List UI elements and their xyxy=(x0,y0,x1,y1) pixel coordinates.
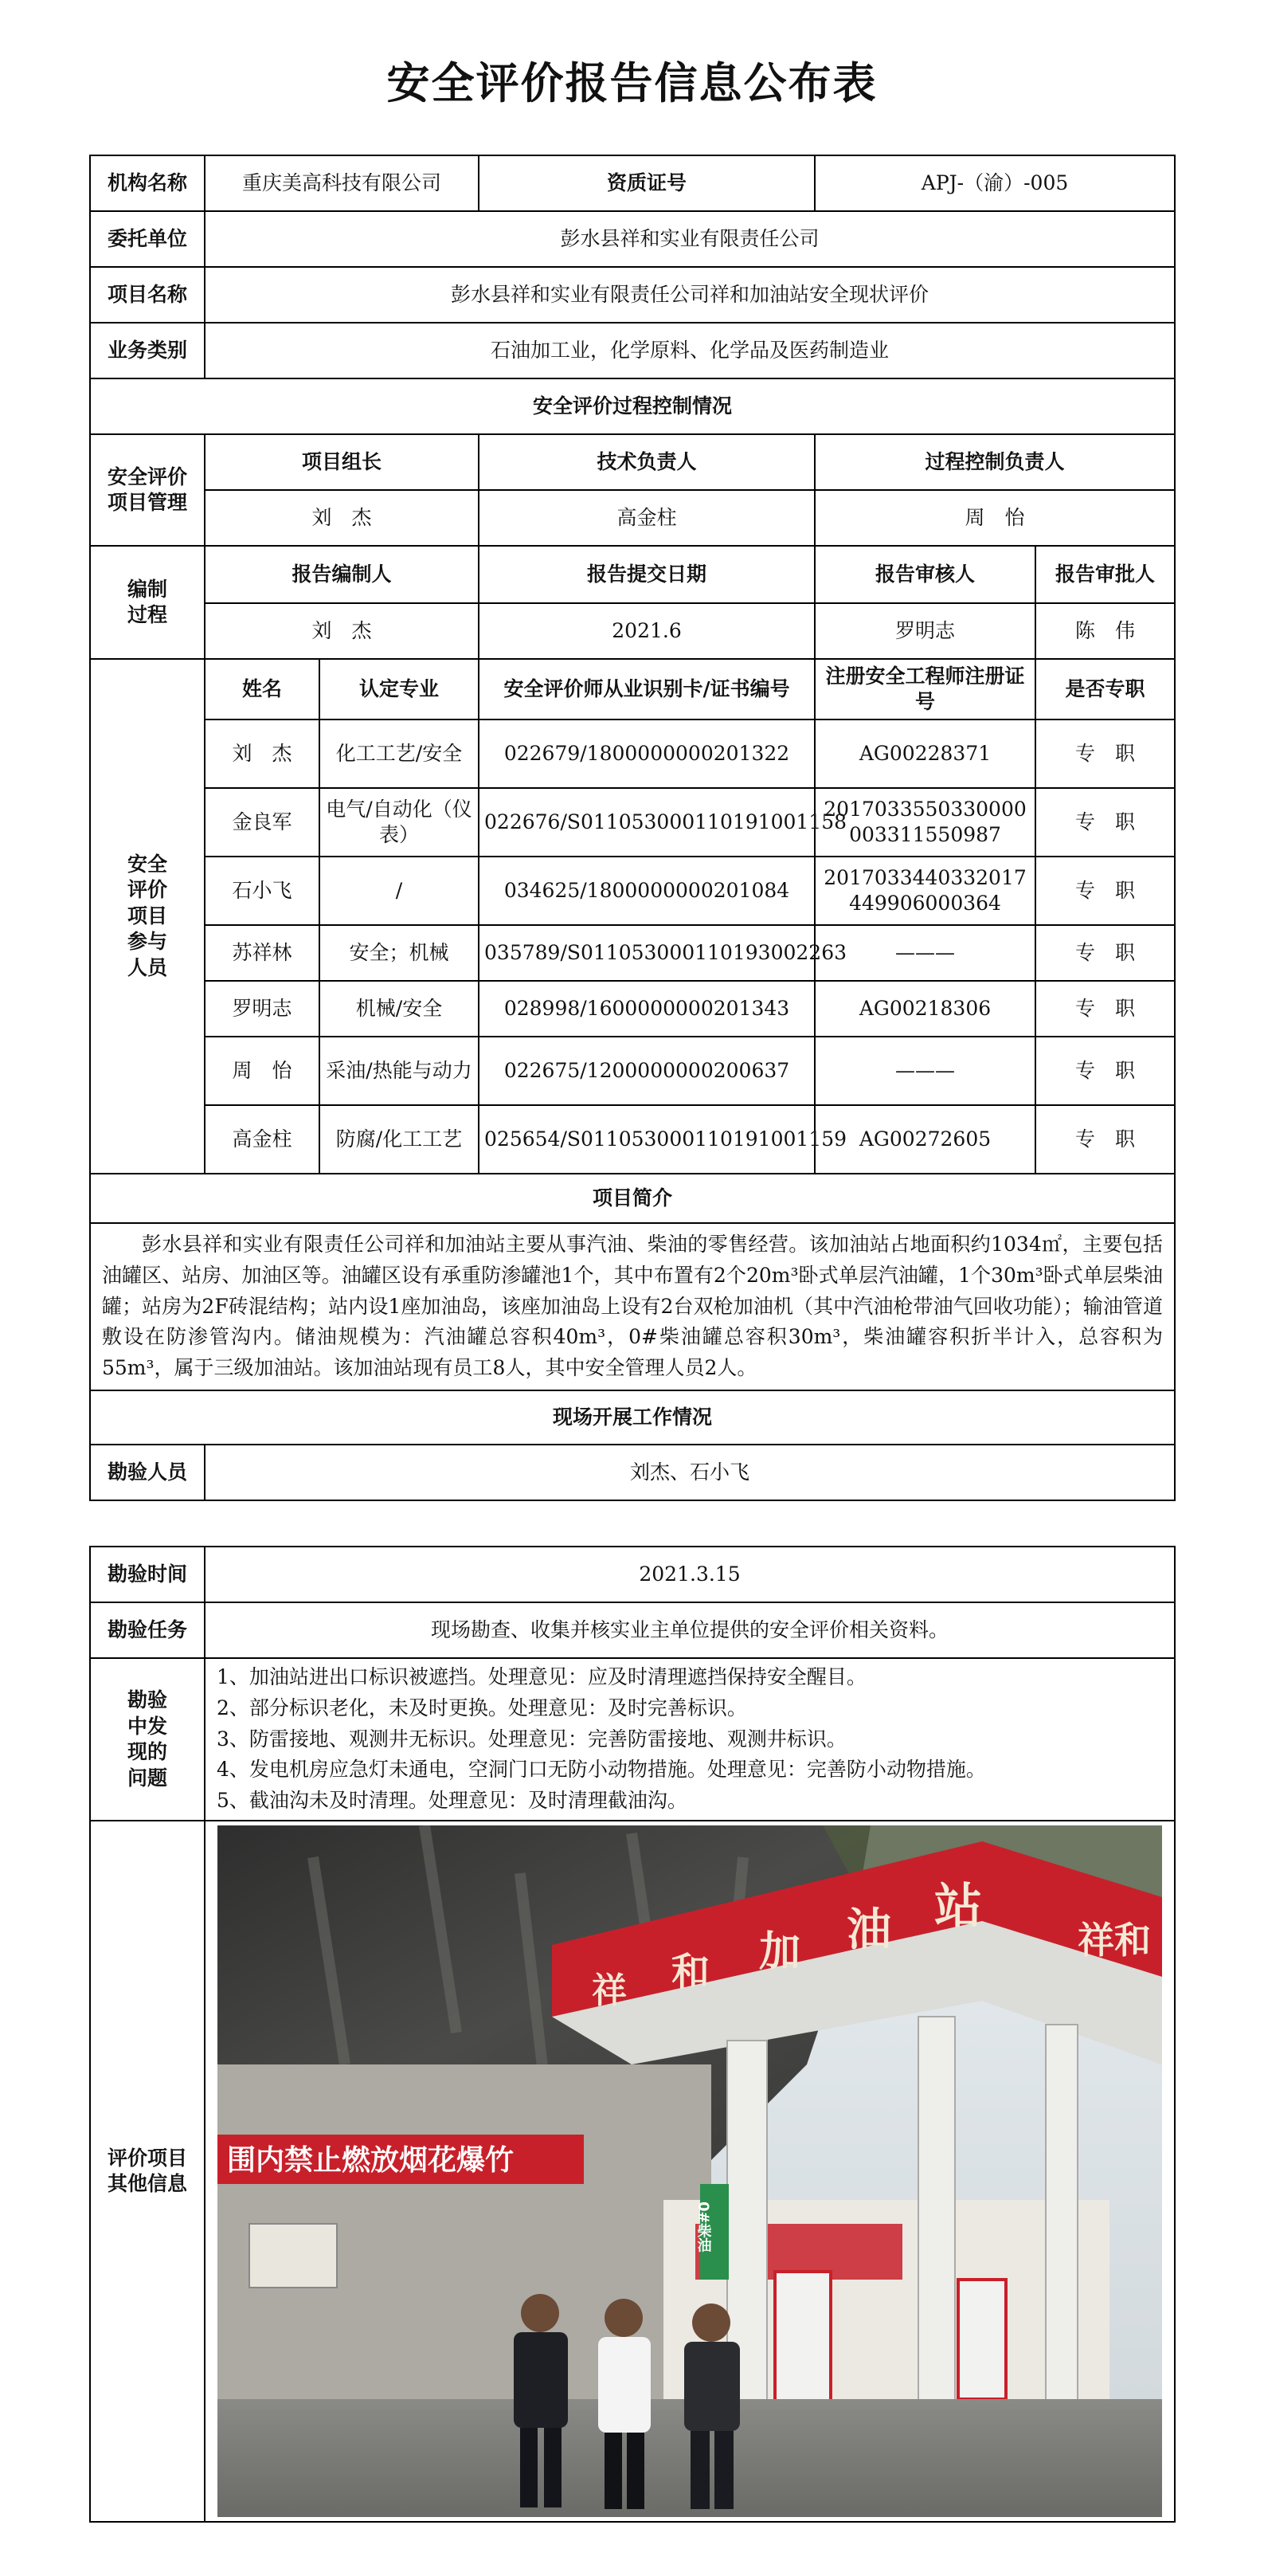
col-name-header: 姓名 xyxy=(205,659,319,719)
time-label: 勘验时间 xyxy=(90,1547,205,1602)
leader-header: 项目组长 xyxy=(205,434,479,490)
person-major: 采油/热能与动力 xyxy=(319,1037,479,1105)
site-photo-cell xyxy=(205,1821,1175,2522)
person-major: 机械/安全 xyxy=(319,981,479,1037)
compile-label: 编制 过程 xyxy=(90,546,205,659)
person-major: 化工工艺/安全 xyxy=(319,719,479,788)
time-value: 2021.3.15 xyxy=(205,1547,1175,1602)
approver-header: 报告审批人 xyxy=(1035,546,1175,603)
person-reg: 2017033440332017449906000364 xyxy=(815,857,1035,925)
col-fulltime-header: 是否专职 xyxy=(1035,659,1175,719)
inspectors-label: 勘验人员 xyxy=(90,1445,205,1500)
control-value: 周 怡 xyxy=(815,490,1175,546)
task-value: 现场勘查、收集并核实业主单位提供的安全评价相关资料。 xyxy=(205,1602,1175,1658)
tech-value: 高金柱 xyxy=(479,490,815,546)
issues-list xyxy=(205,1658,1175,1821)
other-info-label: 评价项目 其他信息 xyxy=(90,1821,205,2522)
cert-number: APJ-（渝）-005 xyxy=(815,155,1175,211)
canopy-char-1: 祥 xyxy=(592,1970,627,2011)
leader-value: 刘 杰 xyxy=(205,490,479,546)
client-value: 彭水县祥和实业有限责任公司 xyxy=(205,211,1175,267)
table-row xyxy=(90,925,1175,981)
org-name-label: 机构名称 xyxy=(90,155,205,211)
table-row xyxy=(90,788,1175,857)
process-header: 安全评价过程控制情况 xyxy=(90,378,1175,434)
task-label: 勘验任务 xyxy=(90,1602,205,1658)
pillar-sign-text: 0#柴油 xyxy=(695,2202,712,2253)
tech-header: 技术负责人 xyxy=(479,434,815,490)
management-label: 安全评价 项目管理 xyxy=(90,434,205,546)
fuel-pump xyxy=(958,2280,1006,2399)
list-item: 5、截油沟未及时清理。处理意见：及时清理截油沟。 xyxy=(217,1789,687,1813)
person-fulltime: 专 职 xyxy=(1035,981,1175,1037)
list-item: 4、发电机房应急灯未通电，空洞门口无防小动物措施。处理意见：完善防小动物措施。 xyxy=(217,1758,986,1782)
person-card: 022675/1200000000200637 xyxy=(479,1037,815,1105)
notice-board xyxy=(249,2224,337,2288)
cert-label: 资质证号 xyxy=(479,155,815,211)
col-major-header: 认定专业 xyxy=(319,659,479,719)
business-label: 业务类别 xyxy=(90,323,205,378)
business-value: 石油加工业，化学原料、化学品及医药制造业 xyxy=(205,323,1175,378)
person-major: 电气/自动化（仪表） xyxy=(319,788,479,857)
person-fulltime: 专 职 xyxy=(1035,857,1175,925)
person-card: 022676/S011053000110191001158 xyxy=(479,788,815,857)
table-row xyxy=(90,981,1175,1037)
page-title: 安全评价报告信息公布表 xyxy=(386,58,878,108)
person-reg: AG00272605 xyxy=(815,1105,1035,1174)
reviewer-value: 罗明志 xyxy=(815,603,1035,659)
table-row xyxy=(90,857,1175,925)
intro-header: 项目简介 xyxy=(90,1174,1175,1223)
col-card-header: 安全评价师从业识别卡/证书编号 xyxy=(479,659,815,719)
table-row xyxy=(90,719,1175,788)
intro-text: 彭水县祥和实业有限责任公司祥和加油站主要从事汽油、柴油的零售经营。该加油站占地面积约1034㎡，主要包括油罐区、站房、加油区等。油罐区设有承重防渗罐池1个，其中布置有2个20m³卧式单层汽油罐，1个30m³卧式单层柴油罐；站房为2F砖混结构；站内设1座加油岛，该座加油岛上设有2台双枪加油机（其中汽油枪带油气回收功能）；输油管道敷设在防渗管沟内。储油规模为：汽油罐总容积40m³，0#柴油罐总容积30m³，柴油罐容积折半计入，总容积为55m³，属于三级加油站。该加油站现有员工8人，其中安全管理人员2人。 xyxy=(90,1223,1175,1390)
person-fulltime: 专 职 xyxy=(1035,1105,1175,1174)
person-name: 罗明志 xyxy=(205,981,319,1037)
list-item: 3、防雷接地、观测井无标识。处理意见：完善防雷接地、观测井标识。 xyxy=(217,1727,847,1751)
person-name: 金良军 xyxy=(205,788,319,857)
project-label: 项目名称 xyxy=(90,267,205,323)
author-header: 报告编制人 xyxy=(205,546,479,603)
person-name: 刘 杰 xyxy=(205,719,319,788)
info-table-main xyxy=(89,155,1176,1501)
canopy-char-3: 加 xyxy=(759,1928,801,1976)
person-name: 高金柱 xyxy=(205,1105,319,1174)
project-value: 彭水县祥和实业有限责任公司祥和加油站安全现状评价 xyxy=(205,267,1175,323)
reviewer-header: 报告审核人 xyxy=(815,546,1035,603)
person-fulltime: 专 职 xyxy=(1035,719,1175,788)
person-card: 025654/S011053000110191001159 xyxy=(479,1105,815,1174)
participants-label: 安全 评价 项目 参与 人员 xyxy=(90,659,205,1174)
banner-text: 围内禁止燃放烟花爆竹 xyxy=(227,2144,515,2177)
person-reg: 2017033550330000003311550987 xyxy=(815,788,1035,857)
site-photo xyxy=(217,1825,1162,2517)
client-label: 委托单位 xyxy=(90,211,205,267)
person-name: 苏祥林 xyxy=(205,925,319,981)
date-value: 2021.6 xyxy=(479,603,815,659)
person-card: 028998/1600000000201343 xyxy=(479,981,815,1037)
fuel-pump xyxy=(775,2272,831,2407)
info-table-field xyxy=(89,1546,1176,2523)
person-fulltime: 专 职 xyxy=(1035,788,1175,857)
control-header: 过程控制负责人 xyxy=(815,434,1175,490)
person-fulltime: 专 职 xyxy=(1035,925,1175,981)
person-reg: AG00228371 xyxy=(815,719,1035,788)
person-fulltime: 专 职 xyxy=(1035,1037,1175,1105)
pillar xyxy=(918,2017,955,2415)
person-card: 022679/1800000000201322 xyxy=(479,719,815,788)
table-row xyxy=(90,1105,1175,1174)
canopy-char-4: 油 xyxy=(847,1904,891,1956)
person-reg: AG00218306 xyxy=(815,981,1035,1037)
field-header: 现场开展工作情况 xyxy=(90,1390,1175,1445)
person-reg: ——— xyxy=(815,1037,1035,1105)
person-major: 防腐/化工工艺 xyxy=(319,1105,479,1174)
person-major: 安全；机械 xyxy=(319,925,479,981)
list-item: 2、部分标识老化，未及时更换。处理意见：及时完善标识。 xyxy=(217,1696,747,1719)
date-header: 报告提交日期 xyxy=(479,546,815,603)
canopy-char-5: 站 xyxy=(934,1879,982,1935)
org-name: 重庆美高科技有限公司 xyxy=(205,155,479,211)
person-card: 034625/1800000000201084 xyxy=(479,857,815,925)
canopy-char-2: 和 xyxy=(671,1950,710,1994)
author-value: 刘 杰 xyxy=(205,603,479,659)
person-card: 035789/S011053000110193002263 xyxy=(479,925,815,981)
pillar xyxy=(1046,2025,1078,2407)
person-major: / xyxy=(319,857,479,925)
canopy-side-text: 祥和 xyxy=(1078,1919,1151,1962)
approver-value: 陈 伟 xyxy=(1035,603,1175,659)
issues-label: 勘验 中发 现的 问题 xyxy=(90,1658,205,1821)
person-name: 周 怡 xyxy=(205,1037,319,1105)
inspectors-value: 刘杰、石小飞 xyxy=(205,1445,1175,1500)
col-reg-header: 注册安全工程师注册证号 xyxy=(815,659,1035,719)
list-item: 1、加油站进出口标识被遮挡。处理意见：应及时清理遮挡保持安全醒目。 xyxy=(217,1665,867,1689)
table-row xyxy=(90,1037,1175,1105)
person-name: 石小飞 xyxy=(205,857,319,925)
person-reg: ——— xyxy=(815,925,1035,981)
